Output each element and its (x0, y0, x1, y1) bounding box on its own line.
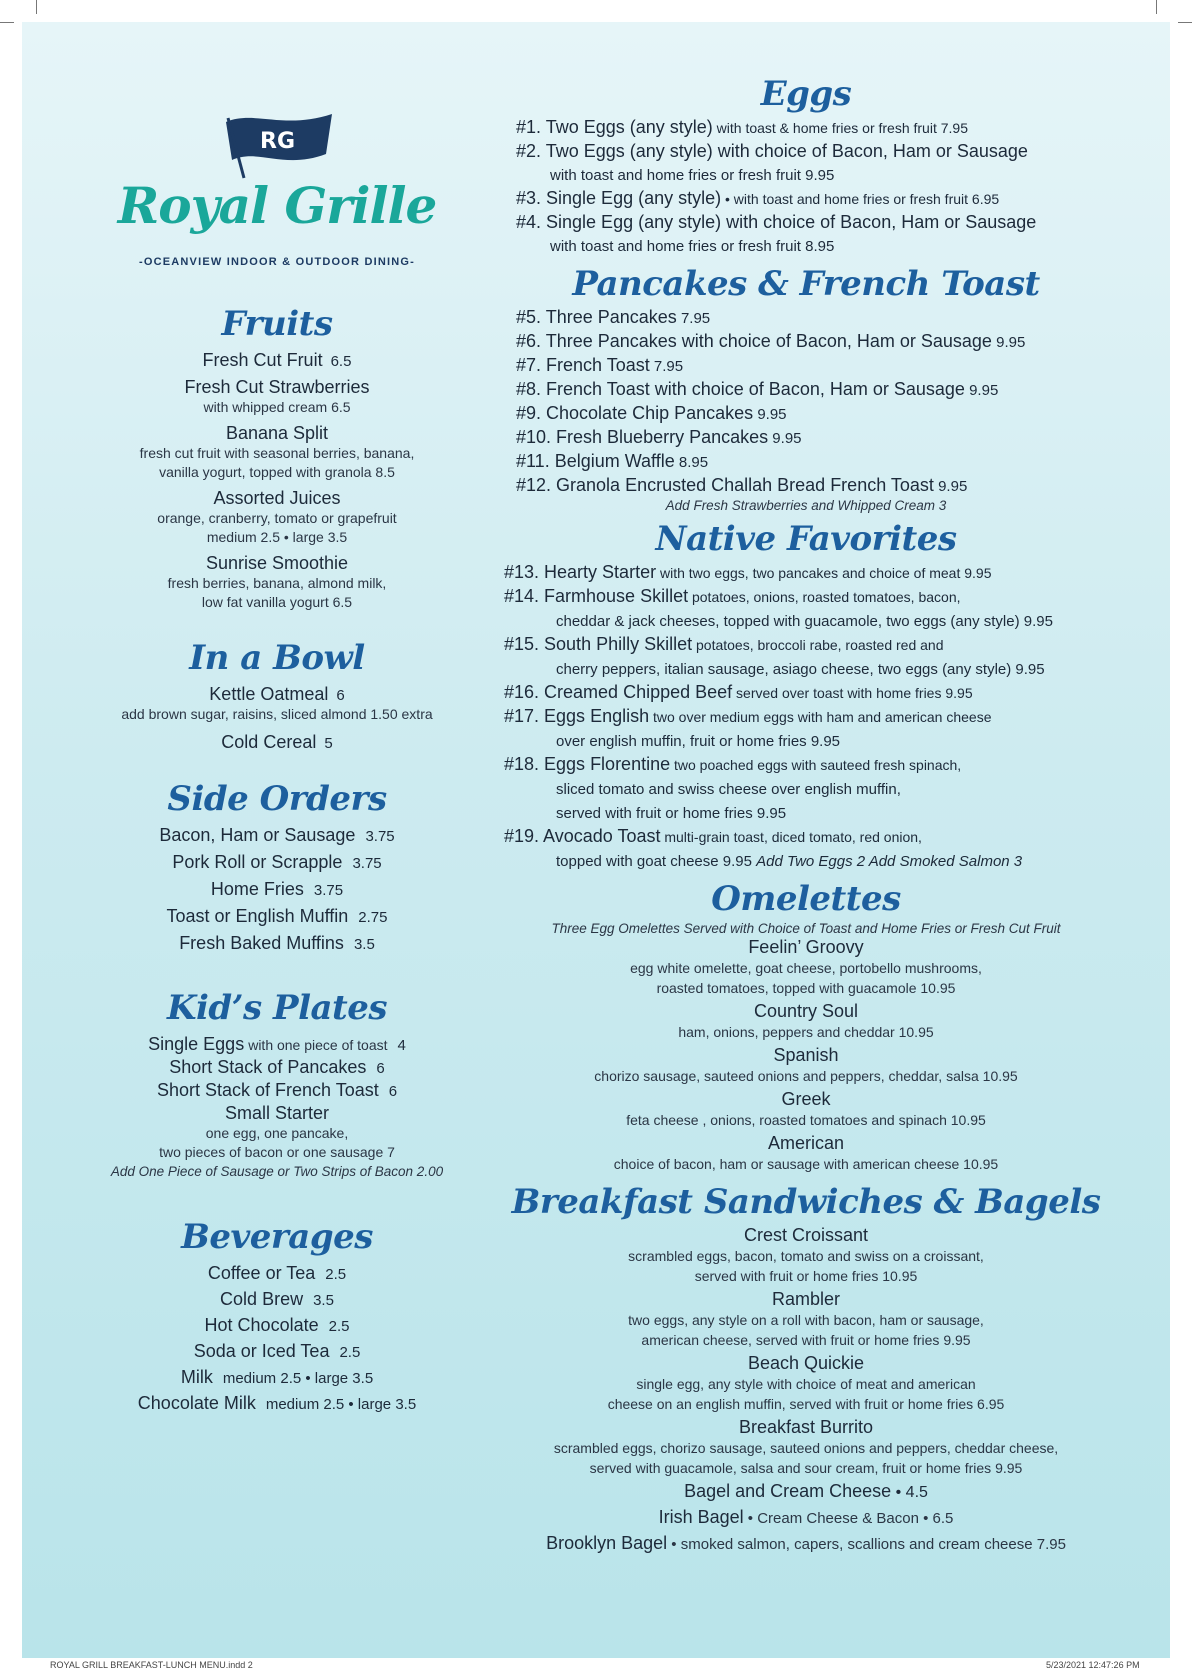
native-list (496, 561, 1116, 873)
item-name: Bacon, Ham or Sausage (159, 825, 356, 845)
item-description: served over toast with home fries 9.95 (732, 685, 973, 701)
item-name: #12. Granola Encrusted Challah Bread French Toast (516, 475, 934, 495)
item-line (96, 684, 458, 705)
item-price: 3.75 (313, 882, 344, 899)
brand-name: Royal Grille (117, 176, 437, 235)
menu-item (96, 350, 458, 371)
kids-title: Kid’s Plates (166, 988, 388, 1028)
menu-line (496, 163, 1116, 187)
item-name: Brooklyn Bagel (546, 1533, 668, 1553)
item-description: scrambled eggs, chorizo sausage, sauteed onions and peppers, cheddar cheese, served with guacamole, salsa and sour cream, fruit or home fries 9.95 (553, 1440, 1059, 1476)
left-column (96, 108, 458, 1419)
item-name: Fresh Baked Muffins (179, 933, 344, 953)
menu-line (496, 378, 1116, 402)
menu-line (496, 116, 1116, 140)
omelettes-note: Three Egg Omelettes Served with Choice of Toast and Home Fries or Fresh Cut Fruit (551, 921, 1061, 936)
item-price: 6 (336, 687, 345, 704)
menu-line (496, 681, 1116, 705)
menu-line (496, 657, 1116, 681)
menu-line (496, 330, 1116, 354)
item-name: #14. Farmhouse Skillet (504, 586, 689, 606)
menu-line (496, 187, 1116, 211)
item-name: Rambler (771, 1289, 841, 1309)
item-name: #3. Single Egg (any style) (516, 188, 722, 208)
sandwiches-list (496, 1224, 1116, 1478)
omelettes-list (496, 936, 1116, 1174)
item-name: Small Starter (224, 1103, 330, 1123)
item-name: Soda or Iced Tea (193, 1341, 330, 1361)
menu-item (96, 1080, 458, 1101)
menu-item (96, 1057, 458, 1078)
item-description: • 4.5 (891, 1484, 928, 1501)
item-description: chorizo sausage, sauteed onions and peppers, cheddar, salsa 10.95 (594, 1068, 1018, 1084)
kids-list (96, 1034, 458, 1162)
beverages-list (96, 1263, 458, 1414)
menu-item (96, 825, 458, 846)
crop-mark (1156, 0, 1157, 14)
item-description: feta cheese , onions, roasted tomatoes and spinach 10.95 (626, 1112, 986, 1128)
item-price: 6 (376, 1060, 385, 1077)
menu-line (496, 585, 1116, 609)
menu-line (496, 402, 1116, 426)
item-price: 7.95 (676, 310, 711, 327)
item-name: Crest Croissant (743, 1225, 869, 1245)
menu-item (96, 1263, 458, 1284)
menu-line (496, 777, 1116, 801)
crop-mark (1178, 22, 1192, 23)
menu-line (496, 729, 1116, 753)
item-price: 6 (388, 1083, 398, 1100)
item-description: two poached eggs with sauteed fresh spinach, (670, 757, 962, 773)
item-name: Greek (781, 1089, 831, 1109)
item-description: choice of bacon, ham or sausage with american cheese 10.95 (613, 1156, 999, 1172)
item-name: Short Stack of French Toast (156, 1080, 379, 1100)
item-description: single egg, any style with choice of meat and american cheese on an english muffin, served with fruit or home fries 6.95 (607, 1376, 1005, 1412)
menu-line (496, 426, 1116, 450)
item-description: • smoked salmon, capers, scallions and cream cheese 7.95 (667, 1536, 1066, 1553)
item-description: fresh berries, banana, almond milk, low fat vanilla yogurt 6.5 (167, 575, 387, 610)
item-description: • Cream Cheese & Bacon • 6.5 (743, 1510, 954, 1527)
item-name: #16. Creamed Chipped Beef (504, 682, 733, 702)
item-line (96, 423, 458, 444)
item-line (96, 1103, 458, 1124)
item-name: Fresh Cut Strawberries (184, 377, 370, 397)
beverages-title: Beverages (181, 1217, 373, 1257)
menu-item (496, 1416, 1116, 1478)
item-price: 3.5 (313, 1292, 334, 1309)
item-name: American (767, 1133, 845, 1153)
item-name: Short Stack of Pancakes (169, 1057, 367, 1077)
bowl-list (96, 684, 458, 753)
item-price: 3.75 (365, 828, 395, 845)
item-description: with toast and home fries or fresh fruit 8.95 (550, 238, 835, 255)
item-name: Banana Split (225, 423, 329, 443)
item-price: 6.5 (330, 353, 352, 370)
item-price: 8.95 (674, 454, 709, 471)
item-description: over english muffin, fruit or home fries 9.95 (556, 733, 841, 750)
menu-item (496, 1352, 1116, 1414)
item-name: #15. South Philly Skillet (504, 634, 693, 654)
footer-stamp: 5/23/2021 12:47:26 PM (1046, 1660, 1140, 1670)
menu-line (496, 705, 1116, 729)
fruits-title: Fruits (221, 304, 333, 344)
item-name: Country Soul (753, 1001, 859, 1021)
item-name: #7. French Toast (516, 355, 650, 375)
item-price: 3.5 (353, 936, 375, 953)
item-name: Coffee or Tea (207, 1263, 316, 1283)
menu-item (496, 1000, 1116, 1042)
bagels-list (496, 1480, 1116, 1558)
eggs-title: Eggs (760, 74, 852, 114)
item-name: Assorted Juices (213, 488, 341, 508)
item-price: 2.5 (339, 1344, 361, 1361)
crop-mark (0, 22, 14, 23)
menu-line (496, 825, 1116, 849)
item-price: 9.95 (964, 382, 999, 399)
menu-line (496, 234, 1116, 258)
item-price: 9.95 (991, 334, 1026, 351)
item-line (96, 553, 458, 574)
item-description: with two eggs, two pancakes and choice of meat 9.95 (656, 565, 992, 581)
item-name: Fresh Cut Fruit (202, 350, 323, 370)
item-description: two eggs, any style on a roll with bacon, ham or sausage, american cheese, served with fruit or home fries 9.95 (628, 1312, 984, 1348)
menu-item (496, 936, 1116, 998)
item-description: cheddar & jack cheeses, topped with guacamole, two eggs (any style) 9.95 (556, 613, 1053, 630)
menu-item (96, 377, 458, 417)
item-name: Hot Chocolate (204, 1315, 319, 1335)
item-name: #6. Three Pancakes with choice of Bacon, Ham or Sausage (516, 331, 992, 351)
item-name: #4. Single Egg (any style) with choice of Bacon, Ham or Sausage (516, 212, 1037, 232)
item-description: with toast and home fries or fresh fruit 9.95 (550, 167, 835, 184)
item-name: #10. Fresh Blueberry Pancakes (516, 427, 769, 447)
item-line (96, 488, 458, 509)
menu-item (96, 1393, 458, 1414)
item-name: Irish Bagel (658, 1507, 744, 1527)
item-name: Feelin’ Groovy (748, 937, 864, 957)
item-name: Milk (180, 1367, 213, 1387)
item-line (96, 1034, 458, 1055)
menu-line (496, 609, 1116, 633)
menu-item (96, 553, 458, 612)
native-title: Native Favorites (655, 519, 957, 559)
menu-line (496, 633, 1116, 657)
menu-item (496, 1224, 1116, 1286)
item-description: two over medium eggs with ham and american cheese (649, 709, 992, 725)
menu-item (496, 1088, 1116, 1130)
menu-item (96, 1034, 458, 1055)
menu-item (96, 684, 458, 724)
item-name: Kettle Oatmeal (209, 684, 329, 704)
menu-item (496, 1288, 1116, 1350)
item-description: sliced tomato and swiss cheese over english muffin, (556, 781, 901, 798)
item-name: Beach Quickie (747, 1353, 865, 1373)
item-price: 4 (397, 1037, 406, 1054)
item-name: Chocolate Milk (137, 1393, 256, 1413)
item-price: 7.95 (649, 358, 684, 375)
menu-line (496, 801, 1116, 825)
item-name: #2. Two Eggs (any style) with choice of Bacon, Ham or Sausage (516, 141, 1028, 161)
item-name: #11. Belgium Waffle (516, 451, 675, 471)
bowl-title: In a Bowl (189, 638, 365, 678)
flag-icon (224, 108, 334, 180)
menu-line (496, 306, 1116, 330)
footer-file: ROYAL GRILL BREAKFAST-LUNCH MENU.indd 2 (50, 1660, 253, 1670)
item-price: medium 2.5 • large 3.5 (265, 1396, 417, 1413)
menu-item (496, 1132, 1116, 1174)
item-name: #13. Hearty Starter (504, 562, 657, 582)
item-line (96, 377, 458, 398)
item-price: 3.75 (352, 855, 382, 872)
right-column (496, 72, 1116, 1558)
item-price: 2.5 (325, 1266, 347, 1283)
item-description: topped with goat cheese 9.95 (556, 853, 757, 870)
menu-line (496, 354, 1116, 378)
item-price: 2.5 (328, 1318, 350, 1335)
pancakes-title: Pancakes & French Toast (572, 264, 1040, 304)
item-description: with one piece of toast (248, 1037, 388, 1053)
sides-list (96, 825, 458, 954)
item-description: egg white omelette, goat cheese, portobello mushrooms, roasted tomatoes, topped with guacamole 10.95 (630, 960, 982, 996)
menu-item (96, 879, 458, 900)
item-description: ham, onions, peppers and cheddar 10.95 (678, 1024, 934, 1040)
menu-item (96, 1103, 458, 1162)
item-price: 9.95 (933, 478, 968, 495)
sandwiches-title: Breakfast Sandwiches & Bagels (511, 1182, 1101, 1222)
item-description: potatoes, onions, roasted tomatoes, bacon, (688, 589, 961, 605)
menu-item (96, 1289, 458, 1310)
sides-title: Side Orders (167, 779, 387, 819)
omelettes-title: Omelettes (711, 879, 901, 919)
item-name: Home Fries (210, 879, 304, 899)
fruits-list (96, 350, 458, 612)
item-name: #18. Eggs Florentine (504, 754, 671, 774)
item-description: • with toast and home fries or fresh fruit 6.95 (721, 191, 1000, 207)
menu-line (496, 211, 1116, 234)
item-price: 9.95 (753, 406, 787, 423)
item-line (96, 732, 458, 753)
menu-item (96, 933, 458, 954)
item-line (96, 1057, 458, 1078)
item-name: Cold Cereal (221, 732, 317, 752)
item-name: Breakfast Burrito (738, 1417, 874, 1437)
menu-item (496, 1532, 1116, 1558)
menu-item (96, 732, 458, 753)
item-name: Cold Brew (220, 1289, 304, 1309)
item-name: Single Eggs (148, 1034, 245, 1054)
eggs-list (496, 116, 1116, 258)
menu-item (496, 1480, 1116, 1506)
item-name: Toast or English Muffin (166, 906, 349, 926)
kids-note: Add One Piece of Sausage or Two Strips of Bacon 2.00 (110, 1164, 444, 1179)
item-description: orange, cranberry, tomato or grapefruit medium 2.5 • large 3.5 (157, 510, 397, 545)
item-name: #9. Chocolate Chip Pancakes (516, 403, 754, 423)
item-name: #1. Two Eggs (any style) (516, 117, 713, 137)
item-price: 9.95 (768, 430, 802, 447)
logo (96, 108, 458, 294)
menu-item (96, 906, 458, 927)
item-price: 2.75 (358, 909, 388, 926)
item-addon: Add Two Eggs 2 Add Smoked Salmon 3 (756, 853, 1023, 870)
item-name: Pork Roll or Scrapple (172, 852, 343, 872)
item-line (96, 1080, 458, 1101)
item-description: scrambled eggs, bacon, tomato and swiss on a croissant, served with fruit or home fries 10.95 (628, 1248, 984, 1284)
item-name: #19. Avocado Toast (504, 826, 661, 846)
menu-line (496, 474, 1116, 498)
menu-line (496, 140, 1116, 163)
item-name: #5. Three Pancakes (516, 307, 677, 327)
item-name: Spanish (773, 1045, 839, 1065)
item-price: 5 (324, 735, 333, 752)
menu-line (496, 450, 1116, 474)
menu-item (496, 1506, 1116, 1532)
item-name: #8. French Toast with choice of Bacon, Ham or Sausage (516, 379, 965, 399)
menu-line (496, 753, 1116, 777)
crop-mark (36, 0, 37, 14)
menu-item (96, 852, 458, 873)
menu-line (496, 561, 1116, 585)
item-description: with whipped cream 6.5 (203, 399, 351, 415)
item-price: medium 2.5 • large 3.5 (222, 1370, 374, 1387)
pancakes-note: Add Fresh Strawberries and Whipped Cream 3 (665, 498, 947, 513)
menu-item (96, 1315, 458, 1336)
item-description: with toast & home fries or fresh fruit 7.95 (712, 120, 968, 136)
pancakes-list (496, 306, 1116, 498)
item-name: #17. Eggs English (504, 706, 650, 726)
item-description: served with fruit or home fries 9.95 (556, 805, 787, 822)
item-description: multi-grain toast, diced tomato, red onion, (660, 829, 922, 845)
item-name: Bagel and Cream Cheese (684, 1481, 892, 1501)
menu-line (496, 849, 1116, 873)
item-name: Sunrise Smoothie (205, 553, 349, 573)
item-description: one egg, one pancake, two pieces of bacon or one sausage 7 (159, 1125, 395, 1160)
item-line (96, 350, 458, 371)
menu-item (96, 1367, 458, 1388)
logo-initials: RG (260, 129, 295, 154)
item-description: add brown sugar, raisins, sliced almond 1.50 extra (121, 706, 433, 722)
menu-item (96, 423, 458, 482)
item-description: cherry peppers, italian sausage, asiago cheese, two eggs (any style) 9.95 (556, 661, 1045, 678)
menu-item (496, 1044, 1116, 1086)
item-description: potatoes, broccoli rabe, roasted red and (692, 637, 944, 653)
item-description: fresh cut fruit with seasonal berries, banana, vanilla yogurt, topped with granola 8.5 (139, 445, 415, 480)
menu-item (96, 1341, 458, 1362)
tagline: -OCEANVIEW INDOOR & OUTDOOR DINING- (138, 256, 416, 268)
menu-item (96, 488, 458, 547)
